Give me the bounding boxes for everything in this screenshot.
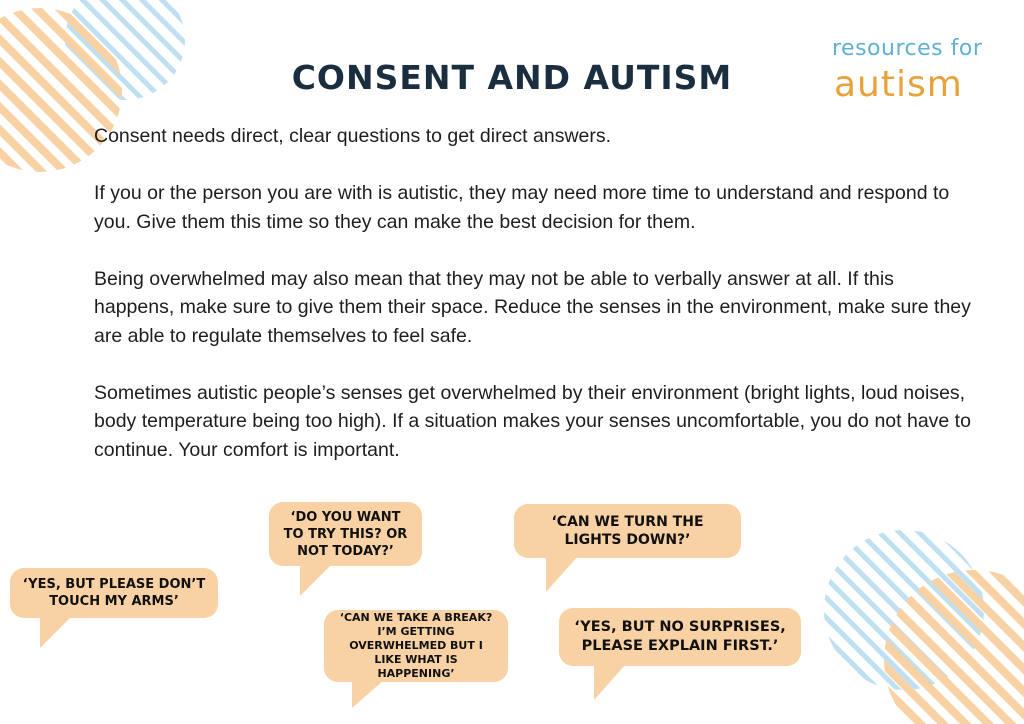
speech-bubble-text: ‘YES, BUT PLEASE DON’T TOUCH MY ARMS’ bbox=[22, 577, 206, 609]
logo-text-bottom: autism bbox=[834, 64, 963, 105]
page-title: CONSENT AND AUTISM bbox=[291, 58, 733, 97]
speech-bubble-tail bbox=[300, 564, 332, 596]
speech-bubble-lights-down bbox=[514, 504, 741, 558]
body-text bbox=[94, 122, 974, 493]
decorative-stripes-bottom-right bbox=[824, 520, 1024, 724]
speech-bubble-text: ‘CAN WE TAKE A BREAK? I’M GETTING OVERWHELMED BUT I LIKE WHAT IS HAPPENING’ bbox=[339, 611, 493, 680]
logo-text-top: resources for bbox=[832, 36, 983, 61]
speech-bubble-tail bbox=[40, 616, 72, 648]
speech-bubble-try-this bbox=[269, 502, 422, 566]
speech-bubble-tail bbox=[546, 556, 578, 592]
paragraph: Being overwhelmed may also mean that they may not be able to verbally answer at all. If this happens, make sure to give them their space. Reduce the senses in the environment, make sure they are able to regulate themselves to feel safe. bbox=[94, 267, 971, 347]
speech-bubble-text: ‘DO YOU WANT TO TRY THIS? OR NOT TODAY?’ bbox=[283, 509, 408, 559]
speech-bubble-no-surprises bbox=[559, 608, 801, 666]
paragraph: Sometimes autistic people’s senses get overwhelmed by their environment (bright lights, loud noises, body temperature being too high). If a situation makes your senses uncomfortable, you do not have to continue. Your comfort is important. bbox=[94, 381, 971, 461]
resources-for-autism-logo bbox=[826, 36, 996, 106]
speech-bubble-dont-touch-arms bbox=[10, 568, 218, 618]
paragraph: Consent needs direct, clear questions to get direct answers. bbox=[94, 125, 612, 147]
speech-bubble-text: ‘CAN WE TURN THE LIGHTS DOWN?’ bbox=[551, 514, 704, 548]
speech-bubble-tail bbox=[594, 664, 626, 700]
speech-bubble-text: ‘YES, BUT NO SURPRISES, PLEASE EXPLAIN FIRST.’ bbox=[574, 619, 786, 654]
speech-bubble-take-a-break bbox=[324, 610, 508, 682]
speech-bubble-tail bbox=[352, 680, 384, 708]
paragraph: If you or the person you are with is autistic, they may need more time to understand and respond to you. Give them this time so they can make the best decision for them. bbox=[94, 182, 950, 233]
